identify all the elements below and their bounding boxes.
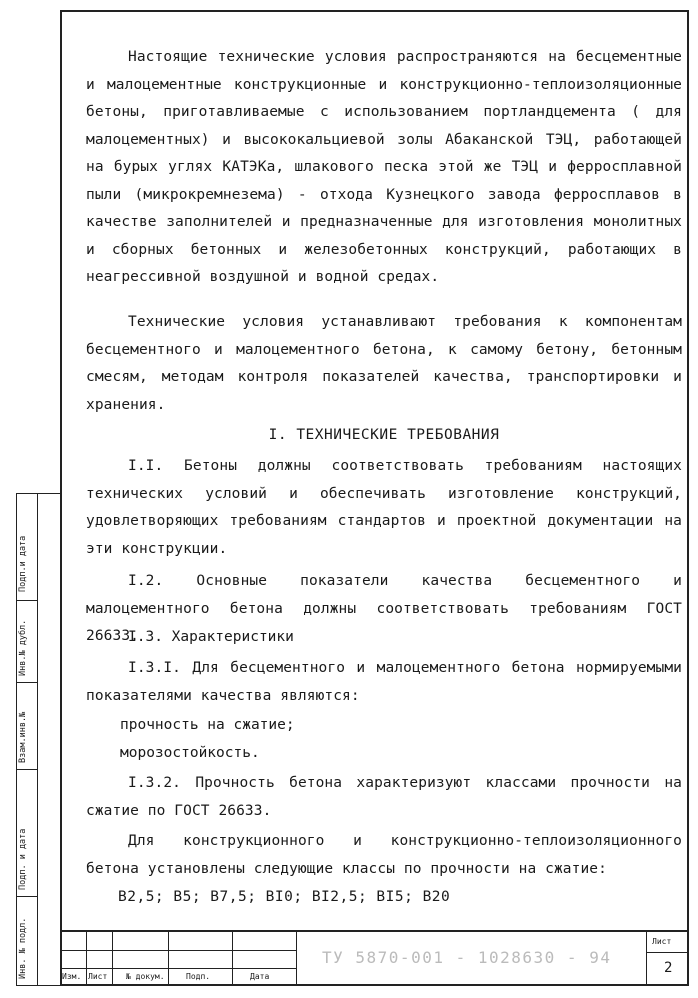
title-col-line bbox=[112, 932, 113, 986]
strip-label: Взам.инв.№ bbox=[18, 711, 28, 763]
strip-cell-inv-dubl bbox=[17, 601, 37, 683]
strip-label: Подп. и дата bbox=[18, 828, 28, 890]
col-izm: Изм. bbox=[62, 972, 82, 981]
list-item-frost: морозостойкость. bbox=[120, 745, 260, 761]
title-row-line bbox=[60, 968, 296, 969]
page-number: 2 bbox=[664, 960, 673, 976]
classes-intro: Для конструкционного и конструкционно-теплоизоляционного бетона установлены следующие классы по прочности на сжатие: bbox=[86, 833, 682, 877]
sheet-label: Лист bbox=[652, 937, 672, 946]
requirements-paragraph: Технические условия устанавливают требования к компонентам бесцементного и малоцементного бетона, к самому бетону, бетонным смесям, методам контроля показателей качества, транспортировки и хранения. bbox=[86, 314, 682, 413]
title-block bbox=[60, 930, 689, 986]
document-code: ТУ 5870-001 - 1028630 - 94 bbox=[322, 948, 612, 967]
clause-1-3-2: I.3.2. Прочность бетона характеризуют классами прочности на сжатие по ГОСТ 26633. bbox=[86, 775, 682, 819]
list-item-strength: прочность на сжатие; bbox=[120, 717, 295, 733]
section-heading: I. ТЕХНИЧЕСКИЕ ТРЕБОВАНИЯ bbox=[268, 427, 500, 443]
clause-1-3: I.3. Характеристики bbox=[128, 629, 294, 645]
col-list: Лист bbox=[88, 972, 108, 981]
strip-cell-signature-date-bottom bbox=[17, 770, 37, 897]
clause-1-2: I.2. Основные показатели качества бесцементного и малоцементного бетона должны соответствовать требованиям ГОСТ 26633. bbox=[86, 573, 682, 644]
title-col-line bbox=[168, 932, 169, 986]
col-date: Дата bbox=[250, 972, 270, 981]
col-signature: Подп. bbox=[186, 972, 211, 981]
strip-label: Инв. № подл. bbox=[18, 917, 28, 979]
col-doc-number: № докум. bbox=[126, 972, 165, 981]
clause-1-3-1: I.3.I. Для бесцементного и малоцементного бетона нормируемыми показателями качества являются: bbox=[86, 660, 682, 704]
title-col-line bbox=[86, 932, 87, 986]
strength-classes: B2,5; B5; B7,5; BI0; BI2,5; BI5; B20 bbox=[118, 889, 451, 905]
strip-cell-signature-date-top bbox=[17, 494, 37, 601]
strip-cell-inv-podl bbox=[17, 897, 37, 985]
strip-divider bbox=[37, 494, 38, 985]
strip-label: Инв.№ дубл. bbox=[18, 619, 28, 676]
title-row-line bbox=[60, 950, 296, 951]
title-col-line bbox=[232, 932, 233, 986]
title-row-line bbox=[646, 952, 689, 953]
title-col-line bbox=[296, 932, 297, 986]
binding-strip bbox=[16, 493, 60, 986]
clause-1-1: I.I. Бетоны должны соответствовать требованиям настоящих технических условий и обеспечивать изготовление конструкций, удовлетворяющих требованиям стандартов и проектной документации на эти конструкции. bbox=[86, 458, 682, 557]
title-col-line bbox=[646, 932, 647, 986]
intro-paragraph: Настоящие технические условия распространяются на бесцементные и малоцементные конструкционные и конструкционно-теплоизоляционные бетоны, приготавливаемые с использованием портландцемента ( для малоцементных) и высококальциевой золы Абаканской ТЭЦ, работающей на бурых углях КАТЭКа, шлакового песка этой же ТЭЦ и ферросплавной пыли (микрокремнезема) - отхода Кузнецкого завода ферросплавов в качестве заполнителей и предназначенные для изготовления монолитных и сборных бетонных и железобетонных конструкций, работающих в неагрессивной воздушной и водной средах. bbox=[86, 49, 682, 285]
strip-cell-vzam-inv bbox=[17, 683, 37, 770]
strip-label: Подп.и дата bbox=[18, 535, 28, 592]
